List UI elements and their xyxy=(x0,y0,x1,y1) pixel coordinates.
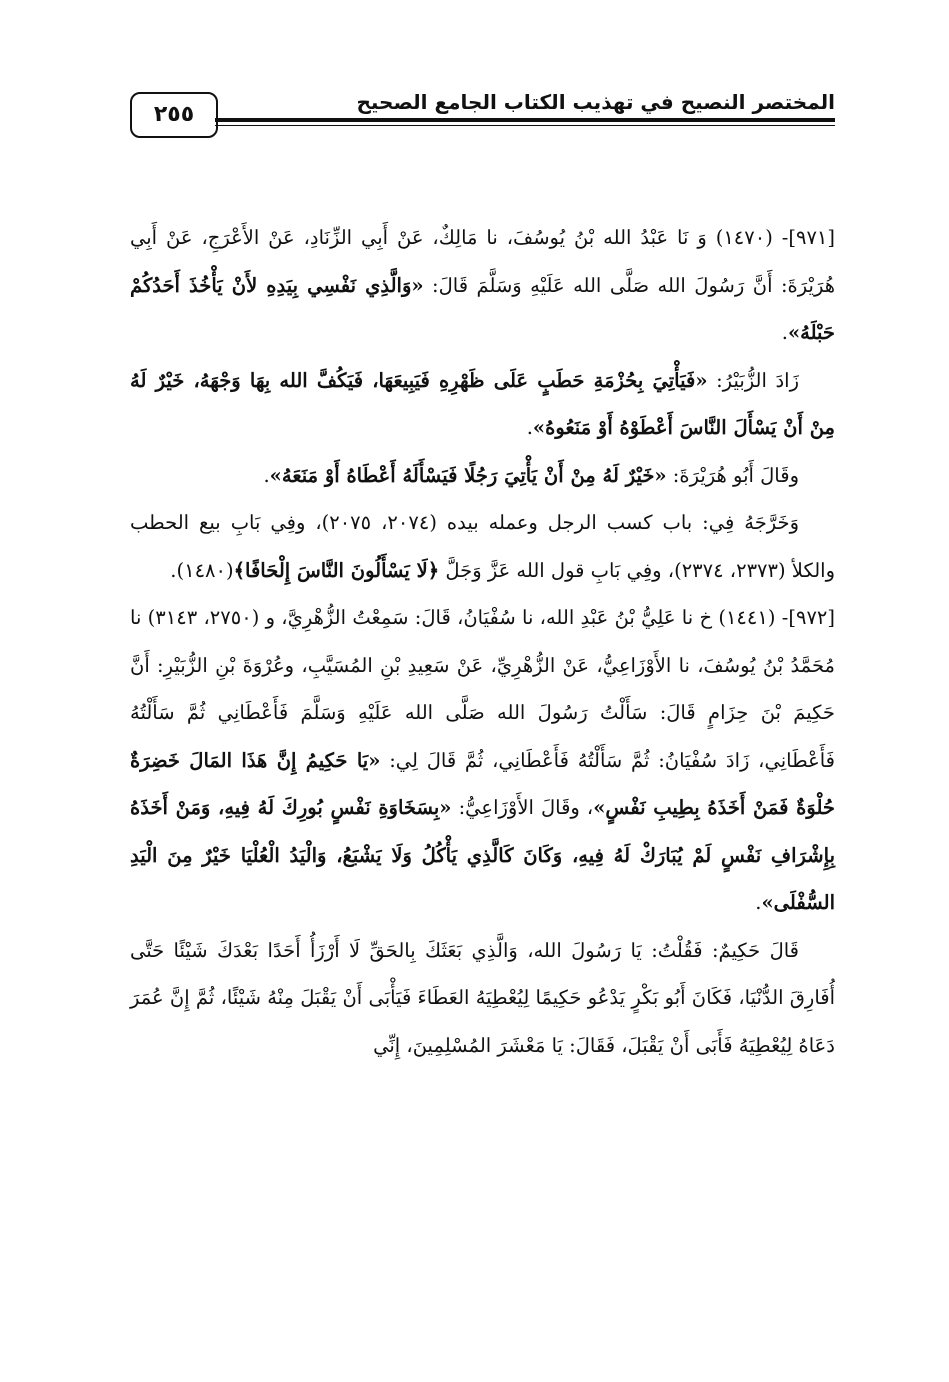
paragraph-takhrij xyxy=(130,499,835,594)
quote-segment: «فَيَأْتِيَ بِحُزْمَةِ حَطَبٍ عَلَى ظَهْرِهِ فَيَبِيعَهَا، فَيَكُفَّ الله بِهَا وَجْهَهُ، خَيْرٌ لَهُ مِنْ أَنْ يَسْأَلَ النَّاسَ أَعْطَوْهُ أَوْ مَنَعُوهُ» xyxy=(130,368,835,439)
paragraph-zubayr-addition xyxy=(130,357,835,452)
text-segment: . xyxy=(781,321,788,344)
quote-segment: «يَا حَكِيمُ إِنَّ هَذَا المَالَ خَضِرَةٌ حُلْوَةٌ فَمَنْ أَخَذَهُ بِطِيبِ نَفْسٍ» xyxy=(130,748,835,819)
paragraph-hadith-972 xyxy=(130,594,835,927)
text-segment: ، وقَالَ الأَوْزَاعِيُّ: xyxy=(451,796,594,819)
text-segment: . xyxy=(526,416,533,439)
text-segment: [٩٧١]- (١٤٧٠) وَ نَا عَبْدُ الله بْنُ يُوسُفَ، نا مَالِكٌ، عَنْ أَبِي الزِّنَادِ، عَنْ الأَعْرَجِ، عَنْ أَبِي هُرَيْرَةَ: أَنَّ رَسُولَ الله صَلَّى الله عَلَيْهِ وَسَلَّمَ قَالَ: xyxy=(130,226,835,297)
book-title: المختصر النصيح في تهذيب الكتاب الجامع الصحيح xyxy=(356,90,835,114)
quote-segment: «بِسَخَاوَةِ نَفْسٍ بُورِكَ لَهُ فِيهِ، وَمَنْ أَخَذَهُ بِإِشْرَافِ نَفْسٍ لَمْ يُبَارَكْ لَهُ فِيهِ، وَكَانَ كَالَّذِي يَأْكُلُ وَلَا يَشْبَعُ، وَالْيَدُ الْعُلْيَا خَيْرٌ مِنَ الْيَدِ السُّفْلَى» xyxy=(130,796,835,914)
quote-segment: «وَالَّذِي نَفْسِي بِيَدِهِ لأَنْ يَأْخُذَ أَحَدُكُمْ حَبْلَهُ» xyxy=(130,273,835,344)
text-segment: . xyxy=(755,891,762,914)
paragraph-hakim-reply xyxy=(130,927,835,1070)
text-segment: . xyxy=(263,463,270,487)
text-segment: قَالَ حَكِيمٌ: فَقُلْتُ: يَا رَسُولَ الله، وَالَّذِي بَعَثَكَ بِالحَقِّ لَا أَرْزَأُ أَحَدًا بَعْدَكَ شَيْئًا حَتَّى أُفَارِقَ الدُّنْيَا، فَكَانَ أَبُو بَكْرٍ يَدْعُو حَكِيمًا لِيُعْطِيَهُ العَطَاءَ فَيَأْبَى أَنْ يَقْبَلَ مِنْهُ شَيْئًا، ثُمَّ إِنَّ عُمَرَ دَعَاهُ لِيُعْطِيَهُ فَأَبَى أَنْ يَقْبَلَ، فَقَالَ: يَا مَعْشَرَ المُسْلِمِينَ، إِنِّي xyxy=(130,938,835,1057)
text-segment: (١٤٨٠). xyxy=(170,558,234,582)
paragraph-abu-hurayra xyxy=(130,452,835,500)
quote-segment: «خَيْرٌ لَهُ مِنْ أَنْ يَأْتِيَ رَجُلًا فَيَسْأَلَهُ أَعْطَاهُ أَوْ مَنَعَهُ» xyxy=(269,463,667,487)
text-segment: وَخَرَّجَهُ فِي: باب كسب الرجل وعمله بيده (٢٠٧٤، ٢٠٧٥)، وفِي بَابِ بيع الحطب والكلأ (٢٣٧٣، ٢٣٧٤)، وفِي بَابِ قول الله عَزَّ وَجَلَّ xyxy=(130,511,835,582)
header-rule-thick xyxy=(215,118,835,122)
verse-segment: ﴿لَا يَسْأَلُونَ النَّاسَ إِلْحَافًا﴾ xyxy=(233,558,440,582)
page-number: ٢٥٥ xyxy=(130,92,218,138)
text-segment: [٩٧٢]- (١٤٤١) خ نا عَلِيُّ بْنُ عَبْدِ الله، نا سُفْيَانُ، قَالَ: سَمِعْتُ الزُّهْرِيَّ، و (٢٧٥٠، ٣١٤٣) نا مُحَمَّدُ بْنُ يُوسُفَ، نا الأَوْزَاعِيُّ، عَنْ الزُّهْرِيِّ، عَنْ سَعِيدِ بْنِ المُسَيَّبِ، وعُرْوَةَ بْنِ الزُّبَيْرِ: أَنَّ حَكِيمَ بْنَ حِزَامٍ قَالَ: سَأَلْتُ رَسُولَ الله صَلَّى الله عَلَيْهِ وَسَلَّمَ فَأَعْطَانِي ثُمَّ سَأَلْتُهُ فَأَعْطَانِي، زَادَ سُفْيَانُ: ثُمَّ سَأَلْتُهُ فَأَعْطَانِي، ثُمَّ قَالَ لِي: xyxy=(130,606,835,772)
running-header xyxy=(130,88,835,148)
header-rule-thin xyxy=(215,125,835,126)
paragraph-hadith-971 xyxy=(130,214,835,357)
body-text xyxy=(130,214,835,1069)
text-segment: وقَالَ أَبُو هُرَيْرَةَ: xyxy=(666,463,799,487)
text-segment: زَادَ الزُّبَيْرُ: xyxy=(707,368,799,392)
